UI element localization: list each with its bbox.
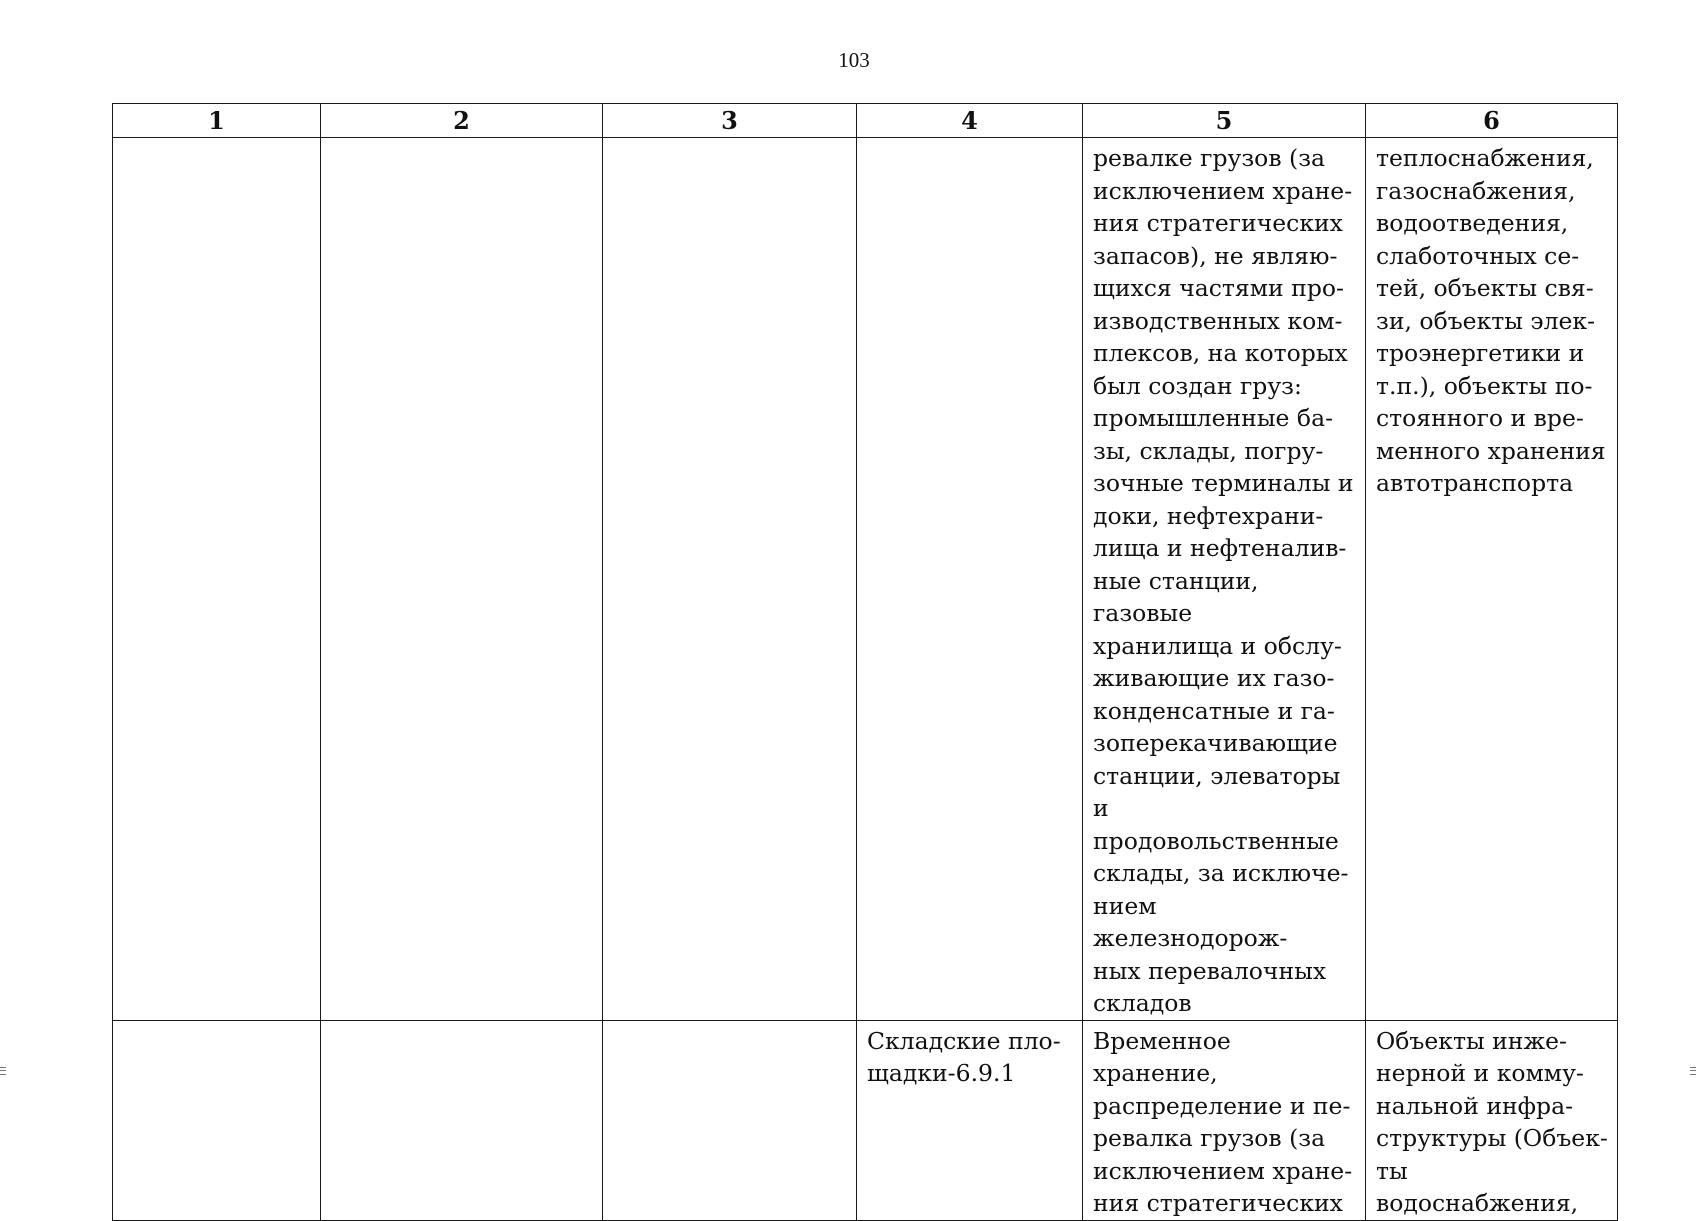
cell-text <box>857 138 1082 142</box>
cell-text <box>321 1021 602 1025</box>
cell-text <box>113 138 320 142</box>
table-cell <box>603 138 857 1021</box>
header-row <box>113 104 1618 138</box>
table-cell <box>1366 138 1618 1021</box>
table-cell <box>1083 1020 1366 1220</box>
cell-text: ревалке грузов (за исключением хране- ния стратегических запасов), не являю- щихся частями про- изводственных ком- плексов, на которых был создан груз: промышленные ба- зы, склады, погру- зочные терминалы и доки, нефтехрани- лища и нефтеналив- ные станции, газовые хранилища и обслу- живающие их газо- конденсатные и га- зоперекачивающие станции, элеваторы и продовольственные склады, за исключе- нием железнодорож- ных перевалочных складов <box>1093 144 1354 1017</box>
table-cell <box>603 1020 857 1220</box>
table-cell <box>321 1020 603 1220</box>
cell-text <box>603 1021 856 1025</box>
binding-mark-left <box>0 1067 6 1075</box>
binding-mark-right <box>1690 1067 1696 1075</box>
table-cell <box>113 1020 321 1220</box>
column-header-3: 3 <box>603 104 857 138</box>
table-cell <box>857 138 1083 1021</box>
column-header-2: 2 <box>321 104 603 138</box>
cell-text: Объекты инже- нерной и комму- нальной инфра- структуры (Объек- ты водоснабжения, <box>1376 1026 1608 1217</box>
table-cell <box>321 138 603 1021</box>
column-header-5: 5 <box>1083 104 1366 138</box>
cell-text <box>113 1021 320 1025</box>
column-header-4: 4 <box>857 104 1083 138</box>
table-cell <box>857 1020 1083 1220</box>
data-table <box>112 103 1618 1221</box>
page-number: 103 <box>838 48 870 72</box>
column-header-1: 1 <box>113 104 321 138</box>
cell-text: Временное хранение, распределение и пе- ревалка грузов (за исключением хране- ния стратегических <box>1093 1026 1353 1217</box>
cell-text: теплоснабжения, газоснабжения, водоотведения, слаботочных се- тей, объекты свя- зи, объекты элек- троэнергетики и т.п.), объекты по- стоянного и вре- менного хранения автотранспорта <box>1376 144 1606 497</box>
cell-text: Складские пло- щадки-6.9.1 <box>867 1026 1061 1087</box>
table-row <box>113 138 1618 1021</box>
table-cell <box>113 138 321 1021</box>
table-row <box>113 1020 1618 1220</box>
table-cell <box>1083 138 1366 1021</box>
cell-text <box>603 138 856 142</box>
cell-text <box>321 138 602 142</box>
table-cell <box>1366 1020 1618 1220</box>
column-header-6: 6 <box>1366 104 1618 138</box>
